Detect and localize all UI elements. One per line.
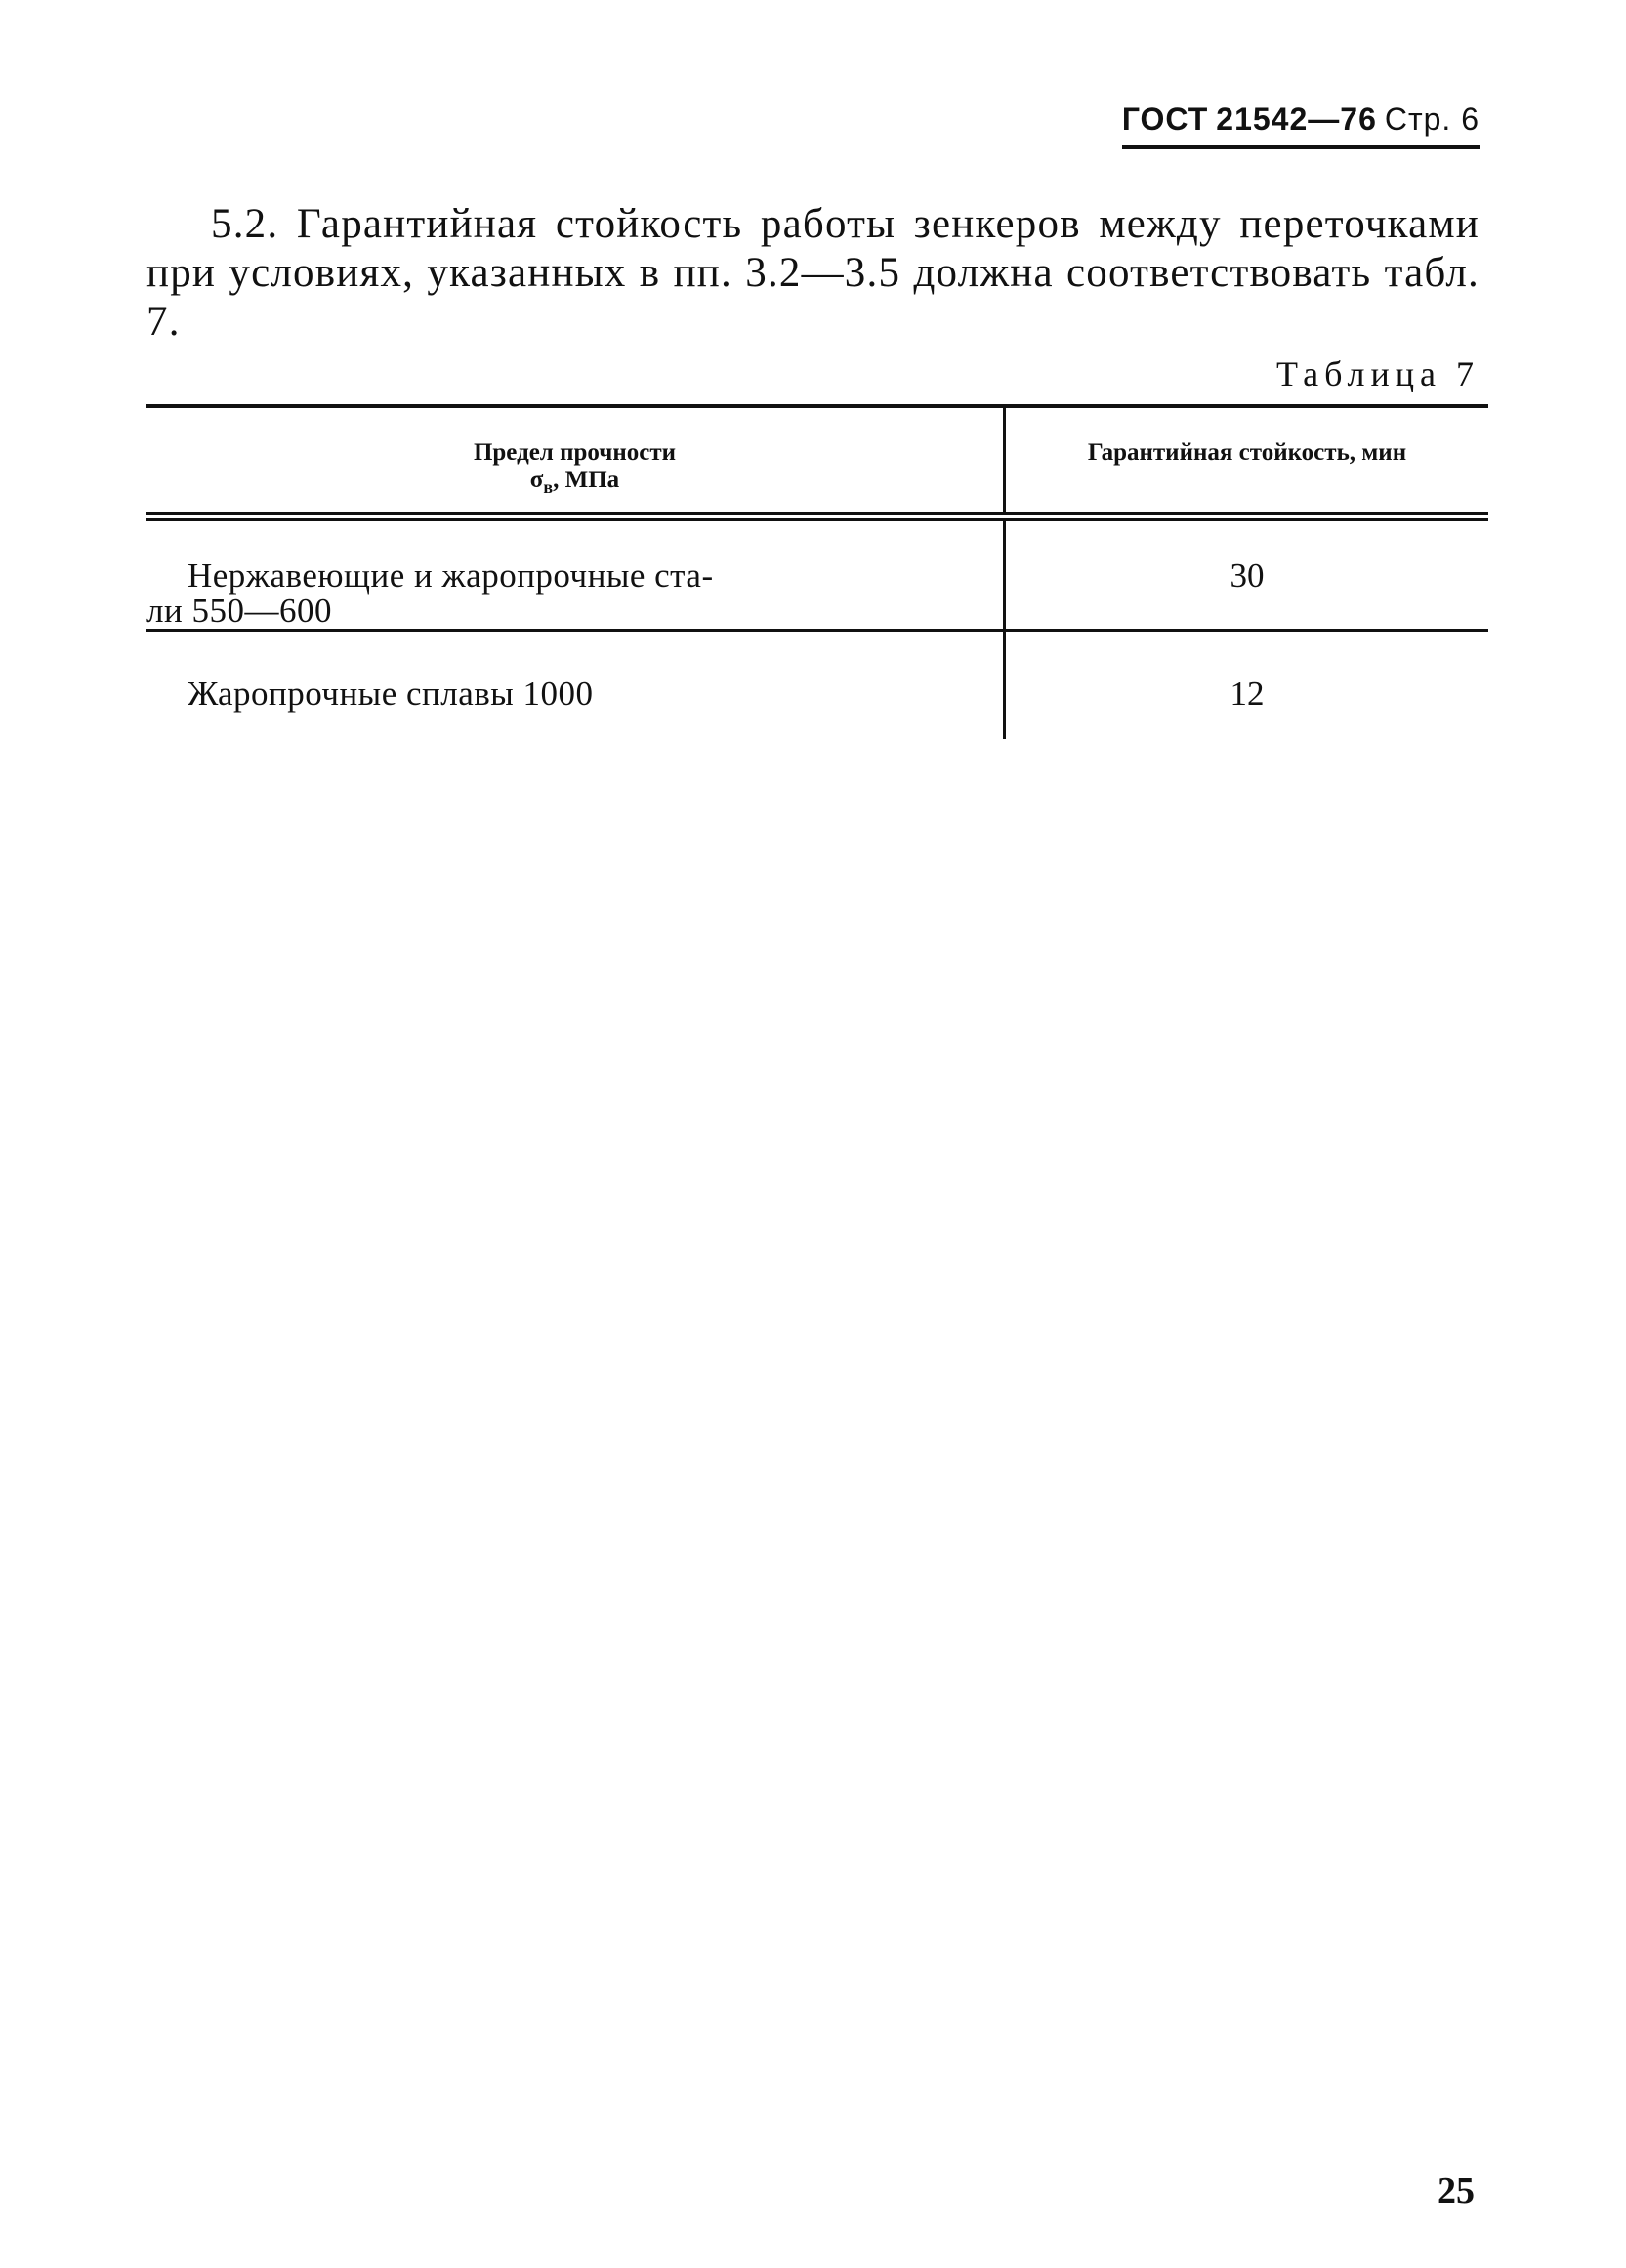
standard-label: ГОСТ xyxy=(1121,102,1209,137)
sigma-symbol: σ xyxy=(529,467,544,493)
table-header-row xyxy=(146,408,1488,512)
standard-number: 21542—76 xyxy=(1216,102,1377,137)
durability-cell: 12 xyxy=(1230,675,1265,713)
sigma-subscript: в xyxy=(543,477,554,497)
table-row xyxy=(146,632,1488,739)
durability-cell: 30 xyxy=(1230,557,1265,595)
header-strength-unit xyxy=(146,467,1003,501)
unit-mpa: , МПа xyxy=(553,467,620,493)
material-cell xyxy=(146,521,1006,629)
table-header-rule xyxy=(146,512,1488,521)
header-durability: Гарантийная стойкость, мин xyxy=(1087,439,1407,466)
header-strength xyxy=(146,408,1006,512)
material-cell: Жаропрочные сплавы 1000 xyxy=(146,632,1006,739)
page-label: Стр. 6 xyxy=(1384,102,1480,137)
header-strength-title: Предел прочности xyxy=(473,439,677,466)
table-caption: Таблица 7 xyxy=(1276,354,1480,393)
resistance-table xyxy=(146,404,1488,739)
section-paragraph: 5.2. Гарантийная стойкость работы зенкеров между переточками при условиях, указанных в пп. 3.2—3.5 должна соответствовать табл. 7. xyxy=(146,201,1480,345)
page-number: 25 xyxy=(1438,2170,1475,2211)
material-line-1: Нержавеющие и жаропрочные ста- xyxy=(188,557,714,595)
material-line-2: ли 550—600 xyxy=(146,592,332,630)
table-row xyxy=(146,521,1488,629)
page-header xyxy=(1122,102,1480,149)
